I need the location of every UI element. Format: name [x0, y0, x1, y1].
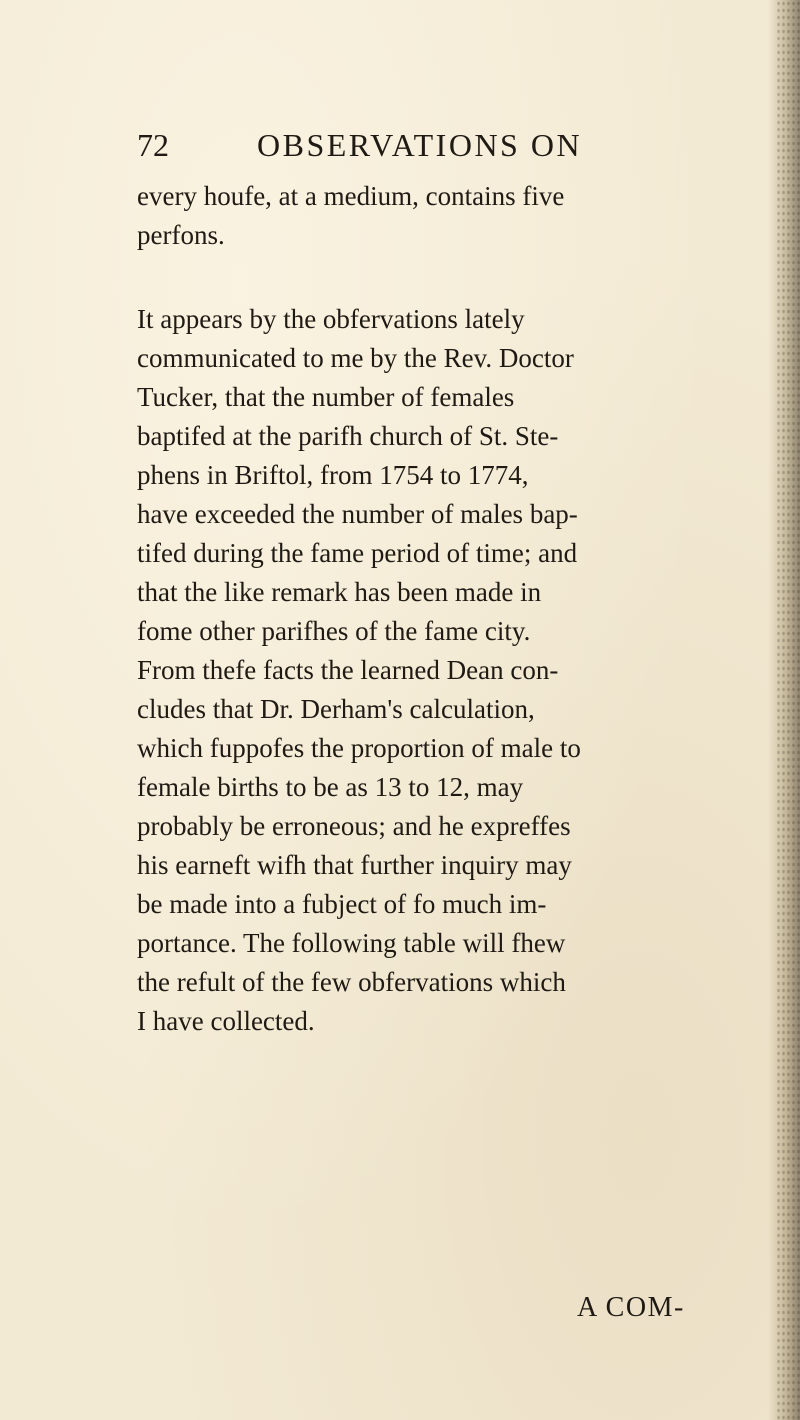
paragraph-gap [137, 255, 737, 300]
text-line: have exceeded the number of males bap- [137, 499, 578, 529]
text-line: his earneft wifh that further inquiry may [137, 850, 572, 880]
page-number: 72 [137, 127, 169, 163]
text-line: be made into a fubject of fo much im- [137, 889, 547, 919]
page-edge-texture [776, 0, 800, 1420]
text-line: fome other parifhes of the fame city. [137, 616, 531, 646]
text-line: phens in Briftol, from 1754 to 1774, [137, 460, 529, 490]
text-line: which fuppofes the proportion of male to [137, 733, 581, 763]
text-line: From thefe facts the learned Dean con- [137, 655, 559, 685]
text-line: communicated to me by the Rev. Doctor [137, 343, 574, 373]
text-line: baptifed at the parifh church of St. Ste- [137, 421, 559, 451]
text-line: female births to be as 13 to 12, may [137, 772, 524, 802]
running-head: OBSERVATIONS ON [257, 127, 583, 163]
paragraph-2 [137, 300, 737, 1041]
page-body [137, 177, 737, 1041]
page-header [137, 125, 697, 169]
text-line: cludes that Dr. Derham's calculation, [137, 694, 535, 724]
paragraph-1 [137, 177, 737, 255]
text-line: tifed during the fame period of time; and [137, 538, 578, 568]
text-line: that the like remark has been made in [137, 577, 542, 607]
text-line: every houfe, at a medium, contains five [137, 181, 565, 211]
text-line: Tucker, that the number of females [137, 382, 515, 412]
text-line: the refult of the few obfervations which [137, 967, 566, 997]
text-line: It appears by the obfervations lately [137, 304, 525, 334]
text-line: probably be erroneous; and he expreffes [137, 811, 571, 841]
catchword: A COM- [577, 1292, 685, 1323]
text-line: perfons. [137, 220, 225, 250]
text-line: portance. The following table will fhew [137, 928, 566, 958]
text-line: I have collected. [137, 1006, 315, 1036]
